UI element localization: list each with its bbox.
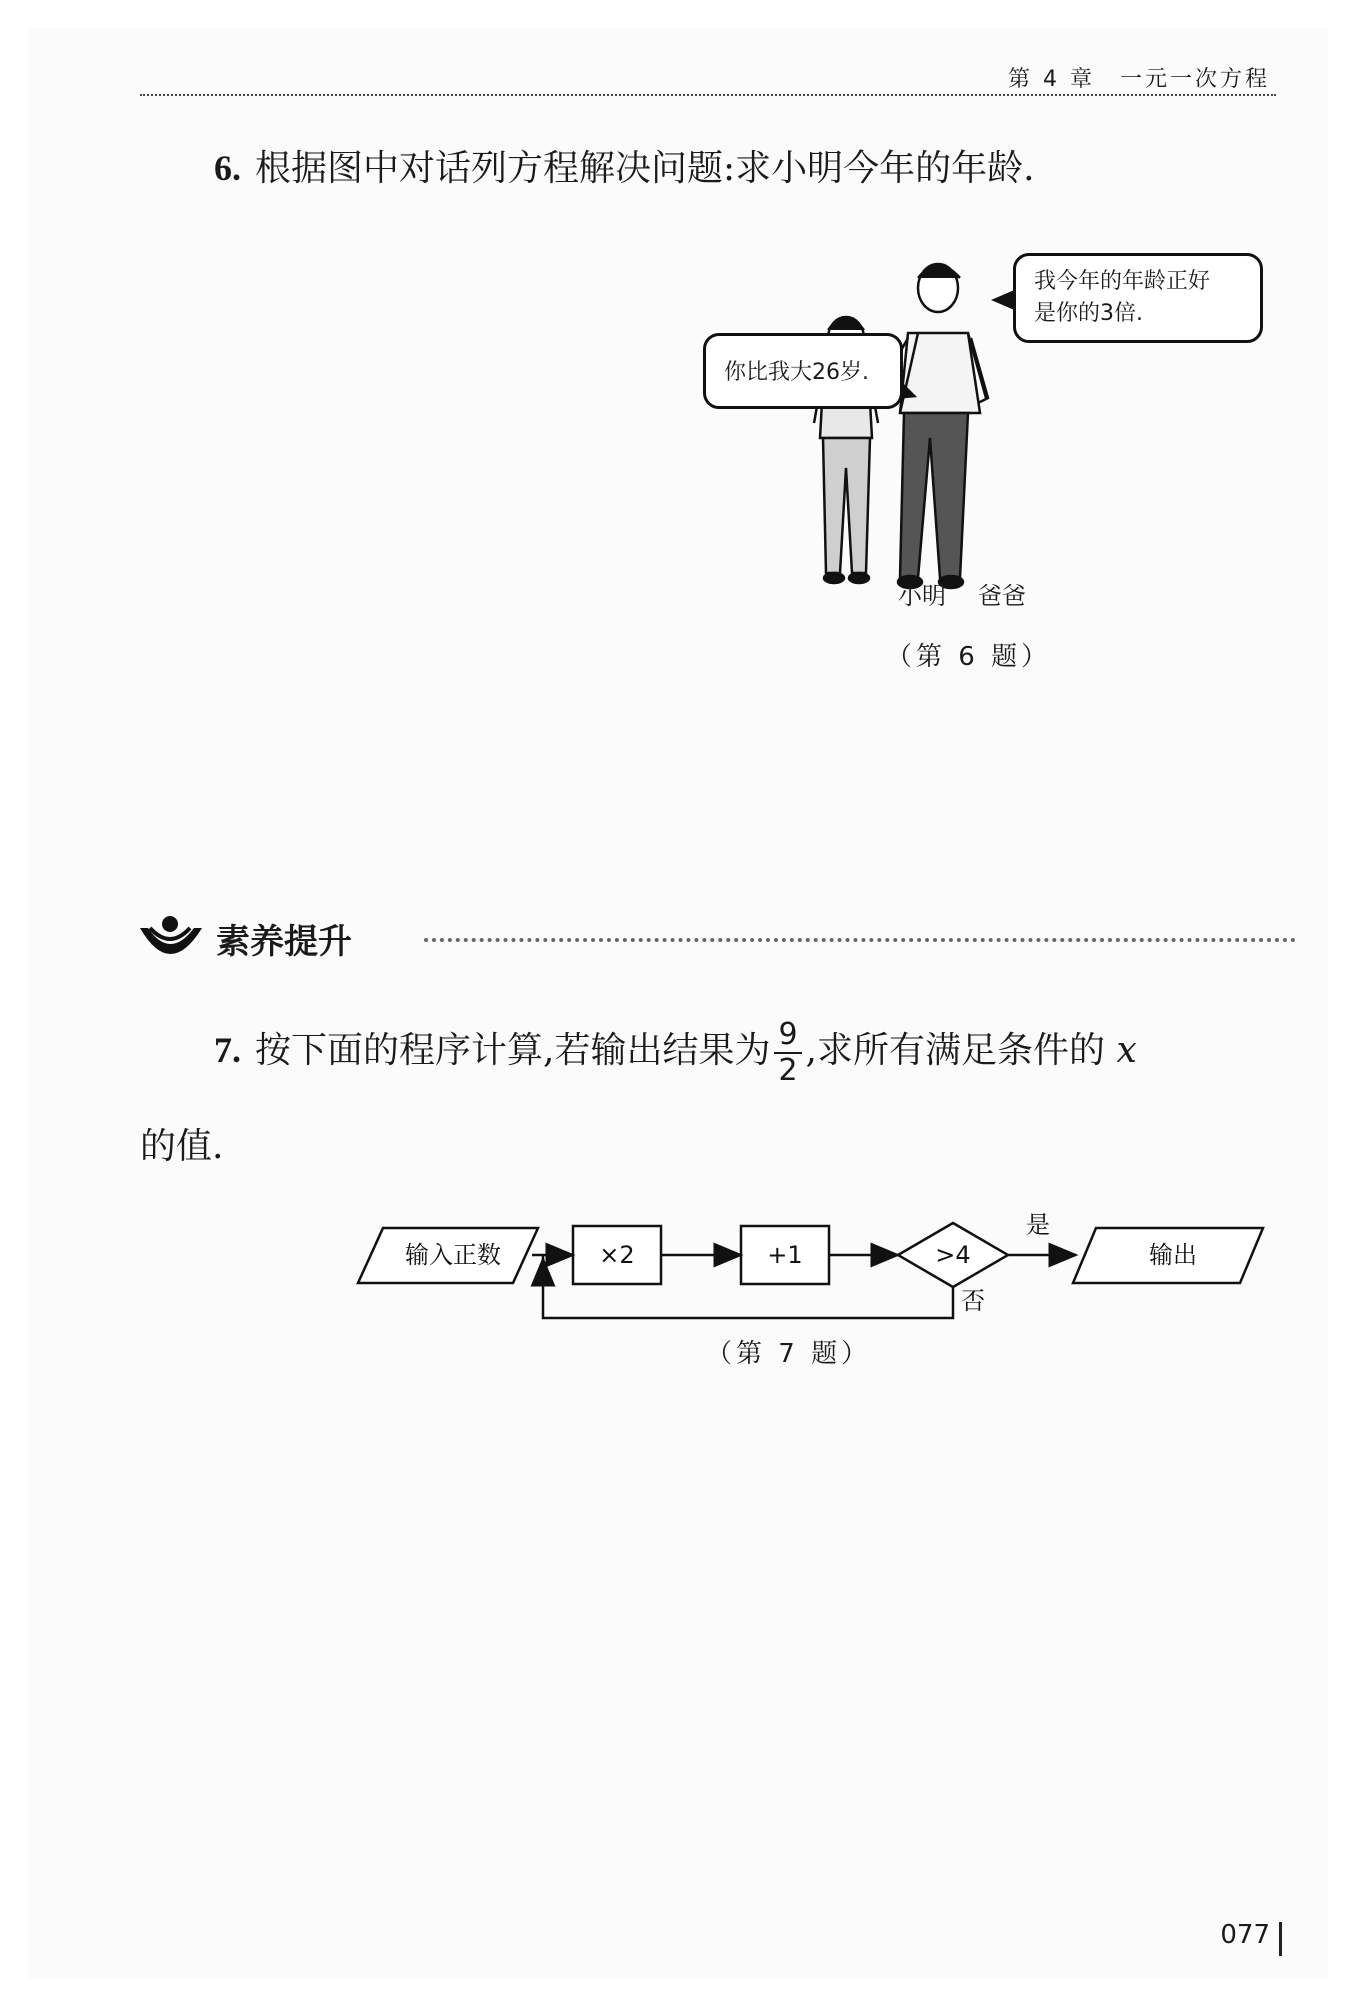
question-7-text-before: 按下面的程序计算,若输出结果为	[255, 1030, 771, 1071]
question-6-text: 根据图中对话列方程解决问题:求小明今年的年龄.	[255, 148, 1035, 189]
dad-speech-bubble	[1013, 253, 1263, 343]
section-dotted-rule	[424, 938, 1296, 942]
question-7-number: 7.	[214, 1030, 241, 1070]
flow-step1-label: ×2	[599, 1241, 635, 1269]
program-flowchart	[328, 1193, 1278, 1323]
question-6	[214, 140, 1035, 191]
flow-step2-label: +1	[767, 1241, 803, 1269]
fraction-nine-halves	[774, 1018, 801, 1088]
flow-condition-label: >4	[935, 1241, 971, 1269]
header-rule	[140, 94, 1276, 96]
section-header	[136, 908, 1296, 968]
question-7-continuation: 的值.	[140, 1126, 224, 1167]
flow-output-label: 输出	[1149, 1241, 1197, 1269]
flow-input-label: 输入正数	[405, 1241, 501, 1269]
father-figure	[880, 264, 988, 588]
section-logo-icon	[136, 910, 206, 966]
question-7-text-after: ,求所有满足条件的	[805, 1030, 1105, 1071]
section-title: 素养提升	[216, 922, 352, 962]
son-name-label: 小明	[898, 582, 946, 610]
page-number-bar	[1279, 1922, 1282, 1956]
chapter-header: 第 4 章 一元一次方程	[1008, 67, 1270, 92]
variable-x: x	[1116, 1030, 1137, 1071]
son-speech-bubble: 你比我大26岁.	[703, 333, 903, 409]
flow-no-label: 否	[961, 1287, 985, 1315]
fraction-numerator: 9	[774, 1018, 801, 1054]
figure-6-caption: （第 6 题）	[886, 642, 1052, 672]
page-number: 077	[1220, 1920, 1270, 1950]
figure-7-caption: （第 7 题）	[706, 1339, 872, 1369]
dad-speech-line1: 我今年的年龄正好	[1034, 269, 1211, 294]
question-6-number: 6.	[214, 148, 241, 188]
question-7	[214, 1018, 1137, 1088]
dad-speech-line2: 是你的3倍.	[1034, 301, 1143, 326]
page	[28, 28, 1328, 1978]
fraction-denominator: 2	[778, 1053, 798, 1088]
flow-yes-label: 是	[1026, 1211, 1050, 1239]
dad-name-label: 爸爸	[978, 582, 1026, 610]
